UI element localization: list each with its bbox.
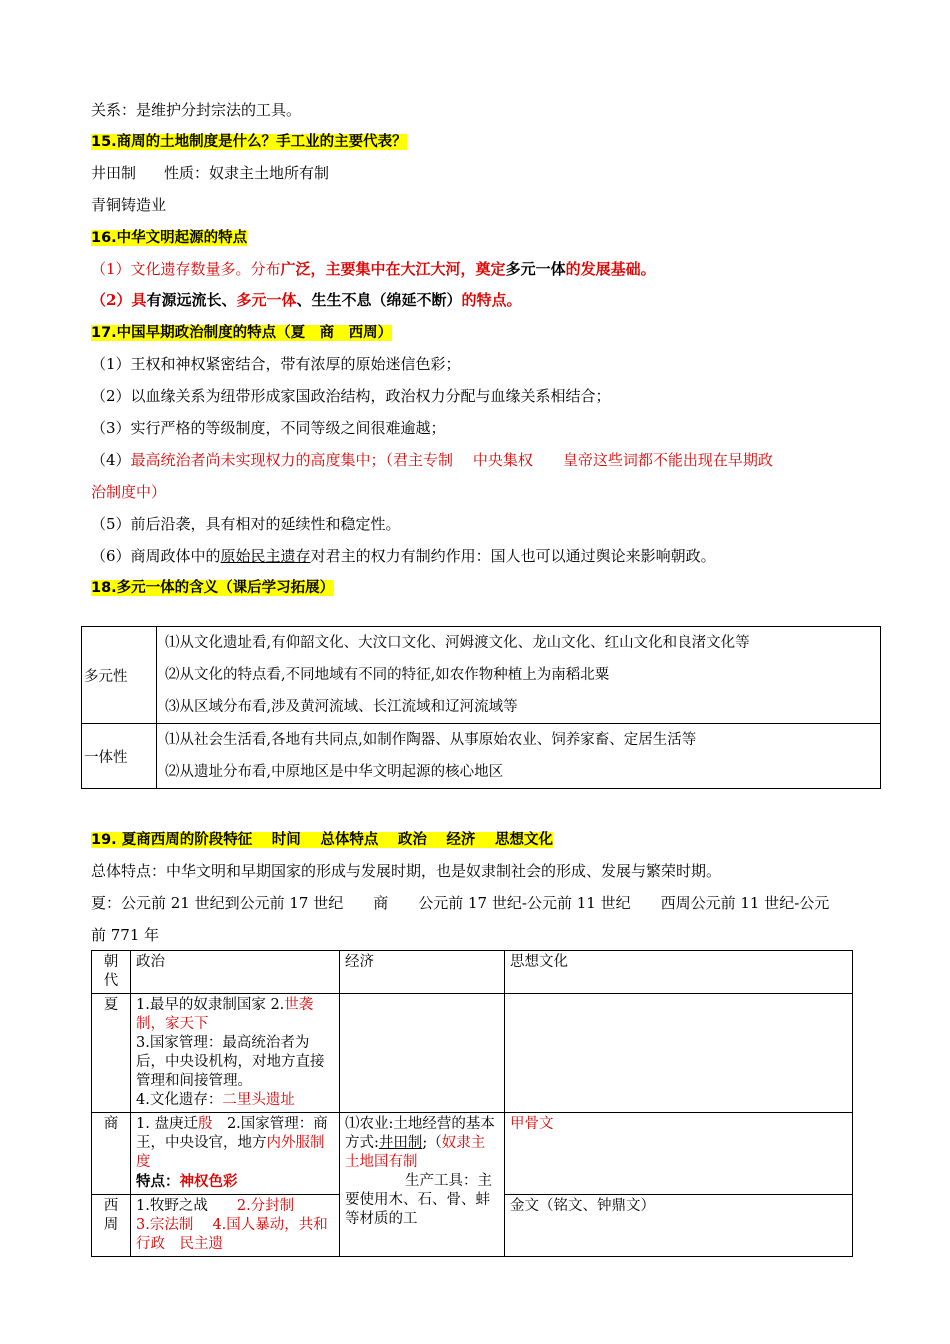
question-15-text: 15.商周的土地制度是什么？手工业的主要代表？ xyxy=(91,134,407,150)
answer-16-point1 xyxy=(91,259,656,279)
row-xia-economy xyxy=(340,994,505,1113)
p17-6-b: 原始民主遗存 xyxy=(220,547,311,565)
question-15-heading xyxy=(91,131,407,152)
shang-eco-a: ⑴农业:土地经营的基本方式: xyxy=(345,1116,495,1151)
shang-pol-b: 殷 xyxy=(197,1116,213,1132)
answer-19-timeline: 夏：公元前 21 世纪到公元前 17 世纪 商 公元前 17 世纪-公元前 11 世纪 西周公元前 11 世纪-公元 xyxy=(91,894,830,912)
question-16-heading xyxy=(91,227,247,248)
question-17-heading xyxy=(91,322,392,343)
pluralism-row-1: ⑴从文化遗址看,有仰韶文化、大汶口文化、河姆渡文化、龙山文化、红山文化和良渚文化等 xyxy=(157,627,881,660)
answer-17-point6 xyxy=(91,546,716,566)
shang-pol-c: 2.国家管理：商王，中央设官，地方 xyxy=(136,1116,328,1151)
p16b-a: （2）具 xyxy=(91,291,147,309)
unity-row-1: ⑴从社会生活看,各地有共同点,如制作陶器、从事原始农业、饲养家畜、定居生活等 xyxy=(157,724,881,757)
p16a-b: 广泛，主要集中在大江大河，奠定 xyxy=(280,260,506,278)
header-culture: 思想文化 xyxy=(505,951,853,994)
row-shang-label: 商 xyxy=(92,1113,131,1195)
answer-15-line2: 青铜铸造业 xyxy=(91,196,167,214)
question-17-text: 17.中国早期政治制度的特点（夏 商 西周） xyxy=(91,325,393,341)
p17-4-text: 最高统治者尚未实现权力的高度集中；（君主专制 中央集权 皇帝这些词都不能出现在早期政 xyxy=(130,451,773,469)
row-zhou-politics xyxy=(131,1195,340,1257)
nature-label: 性质：奴隶主土地所有制 xyxy=(164,164,330,182)
question-16-text: 16.中华文明起源的特点 xyxy=(91,230,248,246)
answer-15-line1 xyxy=(91,163,329,183)
answer-17-point4 xyxy=(91,450,773,470)
answer-17-point5: （5）前后沿袭，具有相对的延续性和稳定性。 xyxy=(91,515,401,533)
relation-line: 关系：是维护分封宗法的工具。 xyxy=(91,101,302,119)
row-xia-politics xyxy=(131,994,340,1113)
question-19-heading xyxy=(91,829,553,850)
answer-17-point3: （3）实行严格的等级制度，不同等级之间很难逾越； xyxy=(91,419,446,437)
p16b-e: 的特点。 xyxy=(461,291,522,309)
pluralism-row-3: ⑶从区域分布看,涉及黄河流域、长江流域和辽河流域等 xyxy=(157,691,881,724)
answer-17-point2: （2）以血缘关系为纽带形成家国政治结构，政治权力分配与血缘关系相结合； xyxy=(91,387,611,405)
p16a-d: 的发展基础。 xyxy=(565,260,656,278)
header-economy: 经济 xyxy=(340,951,505,994)
shang-eco-b: 井田制 xyxy=(378,1135,423,1151)
row-shang-politics xyxy=(131,1113,340,1195)
pluralism-row-2: ⑵从文化的特点看,不同地域有不同的特征,如农作物种植上为南稻北粟 xyxy=(157,659,881,691)
row-zhou-culture: 金文（铭文、钟鼎文） xyxy=(505,1195,853,1257)
p16a-c: 多元一体 xyxy=(505,260,566,278)
question-18-heading xyxy=(91,577,334,598)
row-xia-culture xyxy=(505,994,853,1113)
xia-pol-d: 4.文化遗存： xyxy=(136,1092,223,1108)
p17-4-prefix: （4） xyxy=(91,451,131,469)
p16b-d: 、生生不息（绵延不断） xyxy=(296,291,462,309)
shang-pol-f: 神权色彩 xyxy=(179,1173,238,1190)
shang-pol-a: 1. 盘庚迁 xyxy=(136,1116,198,1132)
answer-17-point4-cont: 治制度中） xyxy=(91,483,167,501)
row-shang-economy xyxy=(340,1113,505,1257)
row-shang-culture: 甲骨文 xyxy=(505,1113,853,1195)
p16b-c: 多元一体 xyxy=(236,291,297,309)
answer-16-point2 xyxy=(91,290,522,310)
row-zhou-label: 西周 xyxy=(92,1195,131,1257)
shang-eco-c: ;（ xyxy=(422,1135,442,1151)
row-xia-label: 夏 xyxy=(92,994,131,1113)
pluralism-label: 多元性 xyxy=(82,627,157,724)
answer-19-timeline-cont: 前 771 年 xyxy=(91,926,160,944)
xia-pol-c: 3.国家管理：最高统治者为后，中央设机构，对地方直接管理和间接管理。 xyxy=(136,1035,325,1089)
shang-eco-e: 生产工具：主要使用木、石、骨、蚌等材质的工 xyxy=(345,1173,492,1227)
p17-6-c: 对君主的权力有制约作用：国人也可以通过舆论来影响朝政。 xyxy=(310,547,716,565)
zhou-pol-b: 2.分封制 xyxy=(236,1198,295,1214)
p16b-b: 有源远流长、 xyxy=(146,291,237,309)
jingtian-label: 井田制 xyxy=(91,164,137,182)
p16a-a: （1）文化遗存数量多。分布 xyxy=(91,260,281,278)
zhou-pol-a: 1.牧野之战 xyxy=(136,1198,237,1214)
zhou-pol-c: 3.宗法制 4.国人暴动，共和行政 民主遗 xyxy=(136,1217,328,1252)
answer-17-point1: （1）王权和神权紧密结合，带有浓厚的原始迷信色彩； xyxy=(91,355,461,373)
header-dynasty: 朝代 xyxy=(92,951,131,994)
xia-pol-e: 二里头遗址 xyxy=(222,1092,295,1108)
unity-label: 一体性 xyxy=(82,724,157,789)
shang-eco-d: 奴隶主土地国有制 xyxy=(345,1135,486,1170)
p17-6-a: （6）商周政体中的 xyxy=(91,547,221,565)
shang-pol-d: 内外服制度 xyxy=(136,1135,325,1170)
shang-pol-e: 特点： xyxy=(136,1173,180,1190)
header-politics: 政治 xyxy=(131,951,340,994)
unity-row-2: ⑵从遗址分布看,中原地区是中华文明起源的核心地区 xyxy=(157,756,881,789)
dynasty-table xyxy=(91,950,853,1257)
answer-19-overall: 总体特点：中华文明和早期国家的形成与发展时期，也是奴隶制社会的形成、发展与繁荣时期。 xyxy=(91,862,722,880)
pluralism-unity-table xyxy=(81,626,881,789)
question-19-text: 19. 夏商西周的阶段特征 时间 总体特点 政治 经济 思想文化 xyxy=(91,832,553,848)
xia-pol-a: 1.最早的奴隶制国家 2. xyxy=(136,997,285,1013)
xia-pol-b: 世袭制，家天下 xyxy=(136,997,314,1032)
question-18-text: 18.多元一体的含义（课后学习拓展） xyxy=(91,580,335,596)
